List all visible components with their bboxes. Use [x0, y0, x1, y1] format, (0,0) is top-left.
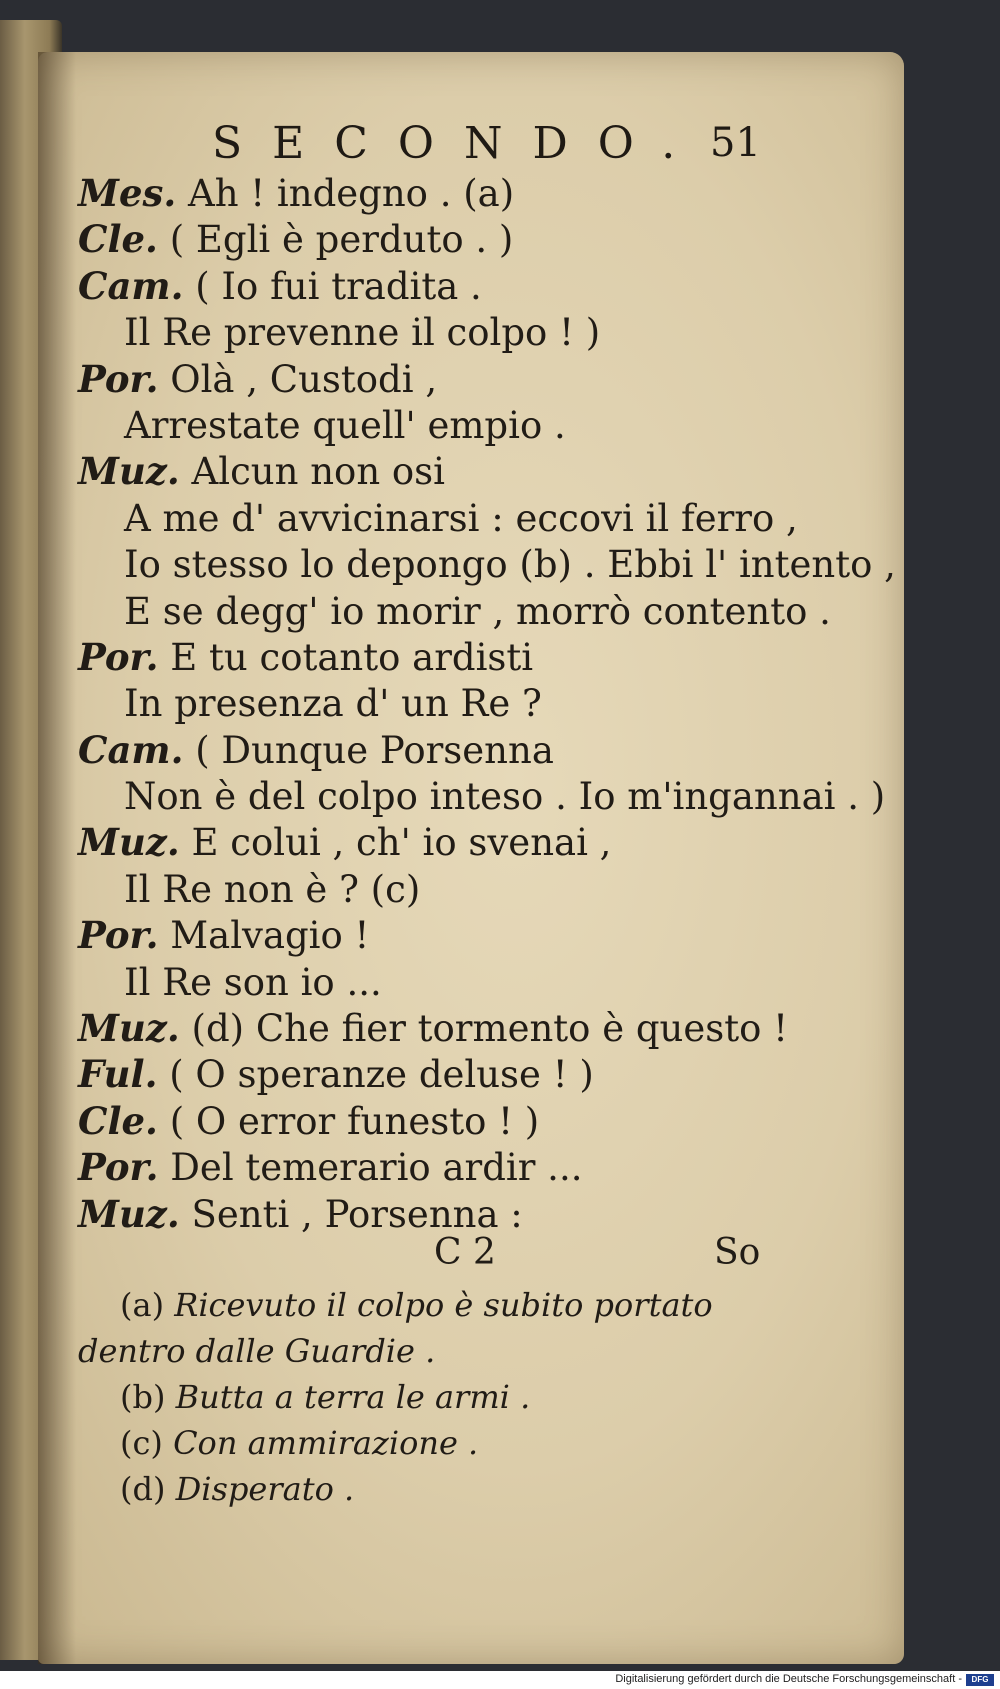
line-text: Il Re son io ...	[124, 960, 382, 1004]
line-text: A me d' avvicinarsi : eccovi il ferro ,	[124, 496, 798, 540]
line-text: In presenza d' un Re ?	[124, 682, 542, 726]
footnotes	[78, 1282, 878, 1512]
dialogue-line	[78, 495, 878, 541]
line-text: ( O speranze deluse ! )	[157, 1053, 594, 1097]
line-text: Il Re prevenne il colpo ! )	[124, 311, 601, 355]
dialogue-line	[78, 216, 878, 262]
footnote-text: Con ammirazione .	[173, 1424, 479, 1462]
speaker-label: Por.	[78, 634, 159, 679]
speaker-label: Muz.	[78, 820, 180, 865]
footnote	[78, 1282, 878, 1328]
dialogue-line	[78, 170, 878, 216]
digitization-footer	[0, 1671, 1000, 1689]
line-text: Olà , Custodi ,	[158, 357, 438, 401]
footnote-mark: (a)	[120, 1286, 165, 1324]
dfg-logo: DFG	[966, 1674, 994, 1686]
line-text: E colui , ch' io svenai ,	[179, 821, 612, 865]
page-number: 51	[710, 120, 761, 166]
dialogue-line	[78, 634, 878, 680]
signature-line	[78, 1232, 878, 1282]
footnote-text: Disperato .	[175, 1470, 355, 1508]
line-text: Alcun non osi	[179, 450, 446, 494]
line-text: ( Egli è perduto . )	[157, 218, 514, 262]
footnote-text: Butta a terra le armi .	[175, 1378, 531, 1416]
dialogue-line	[78, 309, 878, 355]
dialogue-line	[78, 588, 878, 634]
speaker-label: Muz.	[78, 449, 180, 494]
running-head: SECONDO.	[212, 118, 706, 169]
dialogue-line	[78, 680, 878, 726]
footnote	[78, 1328, 878, 1374]
speaker-label: Cam.	[78, 727, 184, 772]
dialogue-line	[78, 819, 878, 865]
dialogue-line	[78, 866, 878, 912]
line-text: E se degg' io morir , morrò contento .	[124, 589, 831, 633]
line-text: Non è del colpo inteso . Io m'ingannai . )	[124, 775, 886, 819]
line-text: (d) Che fier tormento è questo !	[179, 1007, 789, 1051]
speaker-label: Por.	[78, 1145, 159, 1190]
speaker-label: Cle.	[78, 1098, 158, 1143]
page-header	[0, 118, 1000, 178]
speaker-label: Por.	[78, 913, 159, 958]
dialogue-line	[78, 727, 878, 773]
speaker-label: Ful.	[78, 1052, 158, 1097]
speaker-label: Muz.	[78, 1191, 180, 1236]
footnote-text: Ricevuto il colpo è subito portato	[174, 1286, 713, 1324]
footnote-mark: (d)	[120, 1470, 166, 1508]
footnote	[78, 1466, 878, 1512]
line-text: ( Io fui tradita .	[183, 264, 482, 308]
footnote-mark: (c)	[120, 1424, 163, 1462]
dialogue-line	[78, 959, 878, 1005]
dialogue-line	[78, 448, 878, 494]
catchword: So	[714, 1232, 761, 1273]
dialogue-line	[78, 912, 878, 958]
speaker-label: Cam.	[78, 263, 184, 308]
dialogue-line	[78, 1005, 878, 1051]
footnote	[78, 1420, 878, 1466]
speaker-label: Cle.	[78, 217, 158, 262]
dialogue-line	[78, 1191, 878, 1237]
line-text: E tu cotanto ardisti	[158, 635, 534, 679]
footnote	[78, 1374, 878, 1420]
line-text: Arrestate quell' empio .	[124, 403, 566, 447]
dialogue-line	[78, 402, 878, 448]
dialogue-line	[78, 1144, 878, 1190]
line-text: Io stesso lo depongo (b) . Ebbi l' intento ,	[124, 543, 896, 587]
line-text: Ah ! indegno . (a)	[176, 172, 515, 215]
line-text: Senti , Porsenna :	[179, 1192, 523, 1236]
speaker-label: Muz.	[78, 1006, 180, 1051]
dialogue-line	[78, 773, 886, 819]
line-text: Malvagio !	[158, 914, 370, 958]
footnote-text: dentro dalle Guardie .	[78, 1332, 436, 1370]
dialogue-text	[78, 170, 896, 1237]
footnote-mark: (b)	[120, 1378, 166, 1416]
dialogue-line	[78, 1051, 878, 1097]
funding-credit: Digitalisierung gefördert durch die Deutsche Forschungsgemeinschaft -	[615, 1673, 962, 1685]
speaker-label: Mes.	[78, 171, 177, 215]
gutter-shadow	[38, 52, 76, 1664]
signature-mark: C 2	[434, 1232, 496, 1273]
dialogue-line	[78, 356, 878, 402]
speaker-label: Por.	[78, 356, 159, 401]
line-text: Del temerario ardir ...	[158, 1146, 583, 1190]
dialogue-line	[78, 541, 896, 587]
dialogue-line	[78, 263, 878, 309]
line-text: Il Re non è ? (c)	[124, 867, 421, 911]
line-text: ( Dunque Porsenna	[183, 728, 554, 772]
dialogue-line	[78, 1098, 878, 1144]
line-text: ( O error funesto ! )	[157, 1099, 540, 1143]
